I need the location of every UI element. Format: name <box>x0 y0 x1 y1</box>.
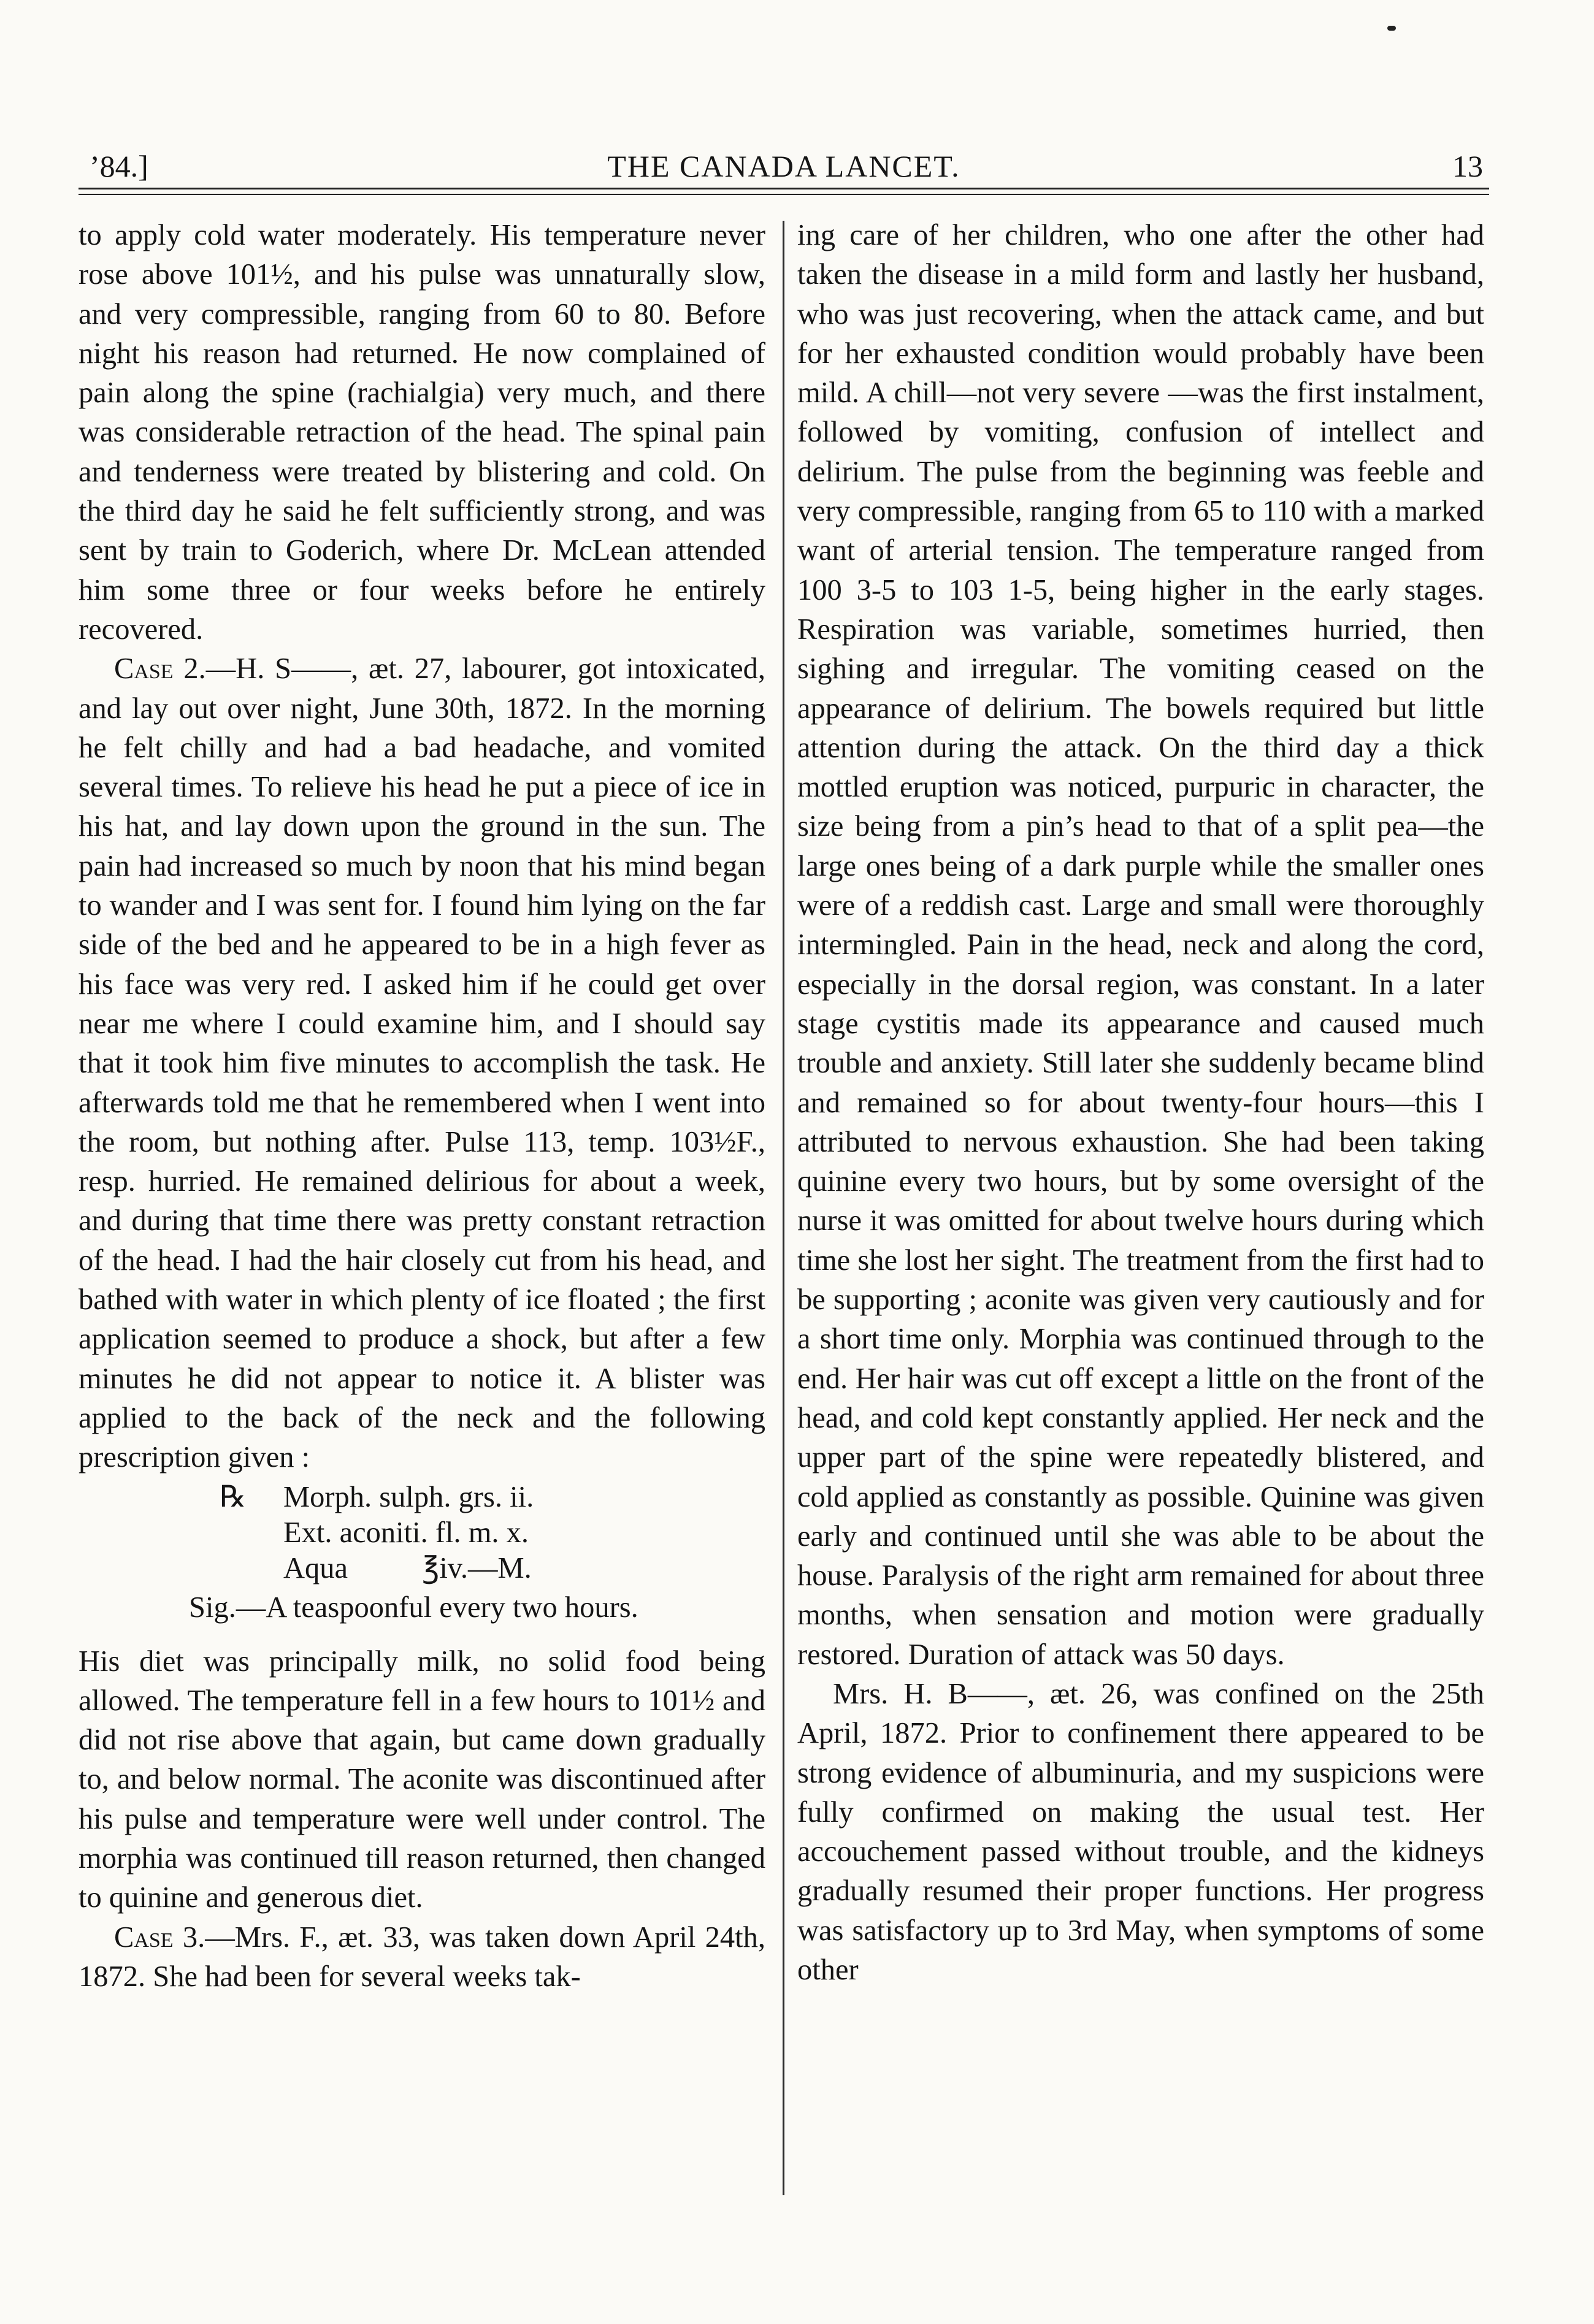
header-rule-thin <box>79 194 1489 195</box>
paragraph-case2 <box>79 649 765 1477</box>
ink-mark <box>1387 26 1396 31</box>
prescription-line <box>79 1551 765 1587</box>
prescription-item: Aqua ℥iv.—M. <box>283 1551 532 1584</box>
recipe-symbol: ℞ <box>220 1480 247 1513</box>
case-3-text: —Mrs. F., æt. 33, was taken down April 24th, 1872. She had been for several weeks tak- <box>79 1921 765 1993</box>
header-rule <box>79 188 1489 189</box>
page-number: 13 <box>1452 149 1483 183</box>
prescription <box>79 1480 765 1625</box>
prescription-item: Morph. sulph. grs. ii. <box>283 1480 534 1513</box>
header-year: ’84.] <box>90 149 148 183</box>
paragraph-case3-continued: ing care of her children, who one after the other had taken the disease in a mild form and lastly her husband, who was just recovering, when the attack came, and but for her exhausted condition would probably have been mild. A chill—not very severe —was the first instalment, followed by vomiting, confusion of intellect and delirium. The pulse from the beginning was feeble and very compressible, ranging from 65 to 110 with a marked want of arterial tension. The temperature ranged from 100 3-5 to 103 1-5, being higher in the early stages. Respiration was variable, sometimes hurried, then sighing and irregular. The vomiting ceased on the appearance of delirium. The bowels required but little attention during the attack. On the third day a thick mottled eruption was noticed, purpuric in character, the size being from a pin’s head to that of a split pea—the large ones being of a dark purple while the smaller ones were of a reddish cast. Large and small were thoroughly intermingled. Pain in the head, neck and along the cord, especially in the dorsal region, was constant. In a later stage cystitis made its appearance and caused much trouble and anxiety. Still later she suddenly became blind and remained so for about twenty-four hours—this I attributed to nervous exhaustion. She had been taking quinine every two hours, but by some oversight of the nurse it was omitted for about twelve hours during which time she lost her sight. The treatment from the first had to be supporting ; aconite was given very cautiously and for a short time only. Morphia was continued through to the end. Her hair was cut off except a little on the front of the head, and cold kept constantly applied. Her neck and the upper part of the spine were repeatedly blistered, and cold applied as constantly as possible. Quinine was given early and continued until she was able to be about the house. Paralysis of the right arm remained for about three months, when sensation and motion were gradually restored. Duration of attack was 50 days. <box>797 219 1484 1671</box>
paragraph-mrs-hb: Mrs. H. B——, æt. 26, was confined on the 25th April, 1872. Prior to confinement there appeared to be strong evidence of albuminuria, and my suspicions were fully confirmed on making the usual test. Her accouchement passed without trouble, and the kidneys gradually resumed their proper functions. Her progress was satisfactory up to 3rd May, when symptoms of some other <box>797 1677 1484 1987</box>
prescription-line <box>79 1480 765 1516</box>
paragraph-case3 <box>79 1918 765 1997</box>
left-column <box>79 216 765 1997</box>
journal-title: THE CANADA LANCET. <box>607 149 960 183</box>
right-column <box>797 216 1484 1990</box>
paragraph-case1-continued: to apply cold water moderately. His temperature never rose above 101½, and his pulse was unnaturally slow, and very compressible, ranging from 60 to 80. Before night his reason had returned. He now complained of pain along the spine (rachialgia) very much, and there was considerable retraction of the head. The spinal pain and tenderness were treated by blistering and cold. On the third day he said he felt sufficiently strong, and was sent by train to Goderich, where Dr. McLean attended him some three or four weeks before he entirely recovered. <box>79 219 765 646</box>
case-2-label: Case 2. <box>114 652 206 686</box>
case-2-text: —H. S——, æt. 27, labourer, got intoxicated, and lay out over night, June 30th, 1872. In the morning he felt chilly and had a bad headache, and vomited several times. To relieve his head he put a piece of ice in his hat, and lay down upon the ground in the sun. The pain had increased so much by noon that his mind began to wander and I was sent for. I found him lying on the far side of the bed and he appeared to be in a high fever as his face was very red. I asked him if he could get over near me where I could examine him, and I should say that it took him five minutes to accomplish the task. He afterwards told me that he remembered when I went into the room, but nothing after. Pulse 113, temp. 103½F., resp. hurried. He remained delirious for about a week, and during that time there was pretty constant retraction of the head. I had the hair closely cut from his head, and bathed with water in which plenty of ice floated ; the first application seemed to produce a shock, but after a few minutes he did not appear to notice it. A blister was applied to the back of the neck and the following prescription given : <box>79 652 765 1474</box>
column-divider <box>783 221 784 2195</box>
case-3-label: Case 3. <box>114 1921 205 1954</box>
prescription-line <box>79 1516 765 1551</box>
prescription-item: Ext. aconiti. fl. m. x. <box>283 1516 529 1549</box>
paragraph-diet: His diet was principally milk, no solid food being allowed. The temperature fell in a few hours to 101½ and did not rise above that again, but came down gradually to, and below normal. The aconite was discontinued after his pulse and temperature were well under control. The morphia was continued till reason returned, then changed to quinine and generous diet. <box>79 1645 765 1914</box>
prescription-signa: Sig.—A teaspoonful every two hours. <box>189 1591 638 1624</box>
running-header <box>79 147 1489 185</box>
